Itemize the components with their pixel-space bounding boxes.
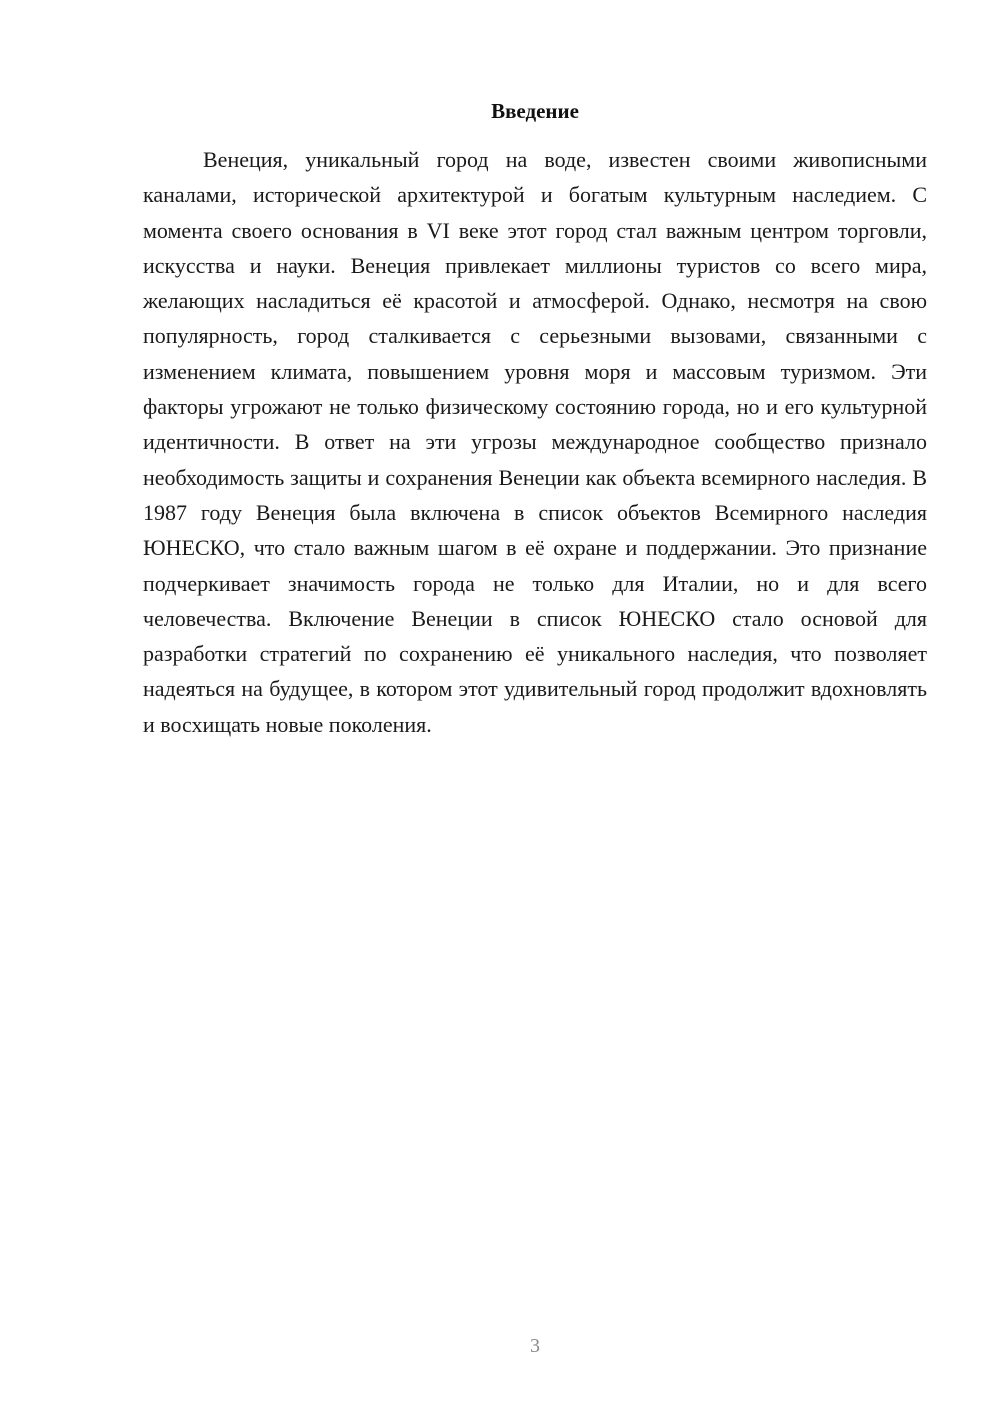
body-paragraph: Венеция, уникальный город на воде, известен своими живописными каналами, исторической архитектурой и богатым культурным наследием. С момента своего основания в VI веке этот город стал важным центром торговли, искусства и науки. Венеция привлекает миллионы туристов со всего мира, желающих насладиться её красотой и атмосферой. Однако, несмотря на свою популярность, город сталкивается с серьезными вызовами, связанными с изменением климата, повышением уровня моря и массовым туризмом. Эти факторы угрожают не только физическому состоянию города, но и его культурной идентичности. В ответ на эти угрозы международное сообщество признало необходимость защиты и сохранения Венеции как объекта всемирного наследия. В 1987 году Венеция была включена в список объектов Всемирного наследия ЮНЕСКО, что стало важным шагом в её охране и поддержании. Это признание подчеркивает значимость города не только для Италии, но и для всего человечества. Включение Венеции в список ЮНЕСКО стало основой для разработки стратегий по сохранению её уникального наследия, что позволяет надеяться на будущее, в котором этот удивительный город продолжит вдохновлять и восхищать новые поколения.: [143, 147, 927, 737]
page-number: 3: [530, 1335, 540, 1357]
section-heading: Введение: [491, 99, 579, 123]
